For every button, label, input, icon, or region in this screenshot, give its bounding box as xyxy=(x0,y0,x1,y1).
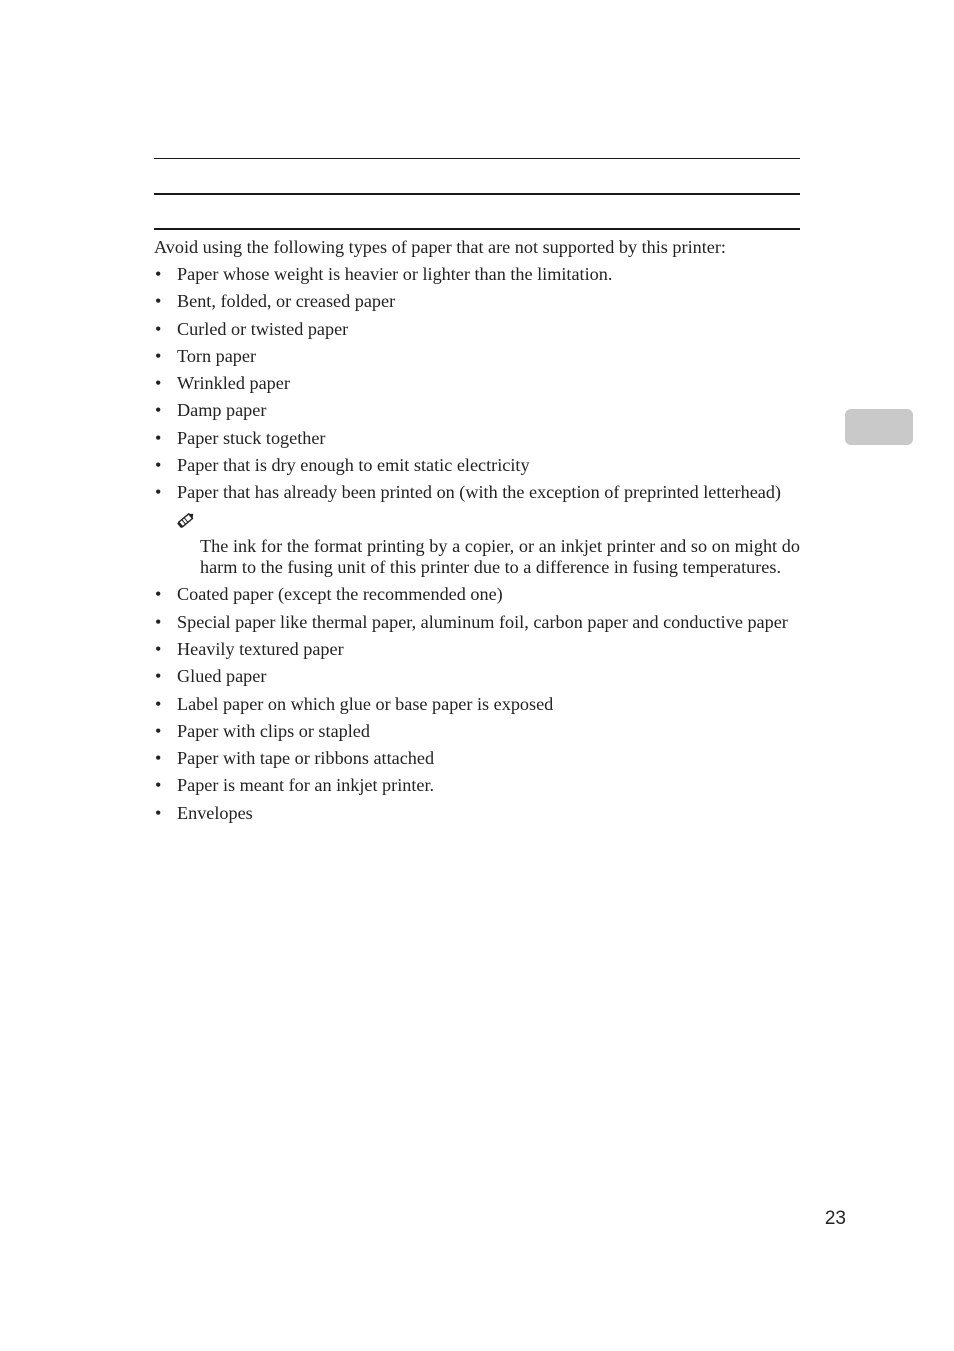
list-item: • Curled or twisted paper xyxy=(154,319,800,340)
list-item: • Paper whose weight is heavier or lighter than the limitation. xyxy=(154,264,800,285)
list-item: • Label paper on which glue or base paper is exposed xyxy=(154,694,800,715)
list-item: • Special paper like thermal paper, aluminum foil, carbon paper and conductive paper xyxy=(154,612,800,633)
heading-rule-lower xyxy=(154,228,800,230)
list-item: • Damp paper xyxy=(154,400,800,421)
list-item: • Paper with tape or ribbons attached xyxy=(154,748,800,769)
chapter-tab xyxy=(845,409,913,445)
unsupported-paper-list-continued xyxy=(154,584,800,823)
main-content xyxy=(154,237,800,830)
list-item: • Paper that is dry enough to emit static electricity xyxy=(154,455,800,476)
list-item: • Paper is meant for an inkjet printer. xyxy=(154,775,800,796)
list-item: • Coated paper (except the recommended one) xyxy=(154,584,800,605)
list-item: • Torn paper xyxy=(154,346,800,367)
list-item: • Paper that has already been printed on (with the exception of preprinted letterhead) xyxy=(154,482,800,503)
list-item: • Paper stuck together xyxy=(154,428,800,449)
note-block xyxy=(200,511,800,578)
page-number: 23 xyxy=(824,1208,846,1229)
intro-text: Avoid using the following types of paper that are not supported by this printer: xyxy=(154,237,726,257)
list-item: • Envelopes xyxy=(154,803,800,824)
list-item: • Bent, folded, or creased paper xyxy=(154,291,800,312)
top-rule xyxy=(154,158,800,159)
heading-rule-upper xyxy=(154,193,800,195)
unsupported-paper-list xyxy=(154,264,800,503)
list-item: • Glued paper xyxy=(154,666,800,687)
list-item: • Wrinkled paper xyxy=(154,373,800,394)
list-item: • Heavily textured paper xyxy=(154,639,800,660)
note-text: The ink for the format printing by a copier, or an inkjet printer and so on might do harm to the fusing unit of this printer due to a difference in fusing temperatures. xyxy=(200,536,800,578)
pencil-note-icon xyxy=(176,511,196,529)
list-item: • Paper with clips or stapled xyxy=(154,721,800,742)
